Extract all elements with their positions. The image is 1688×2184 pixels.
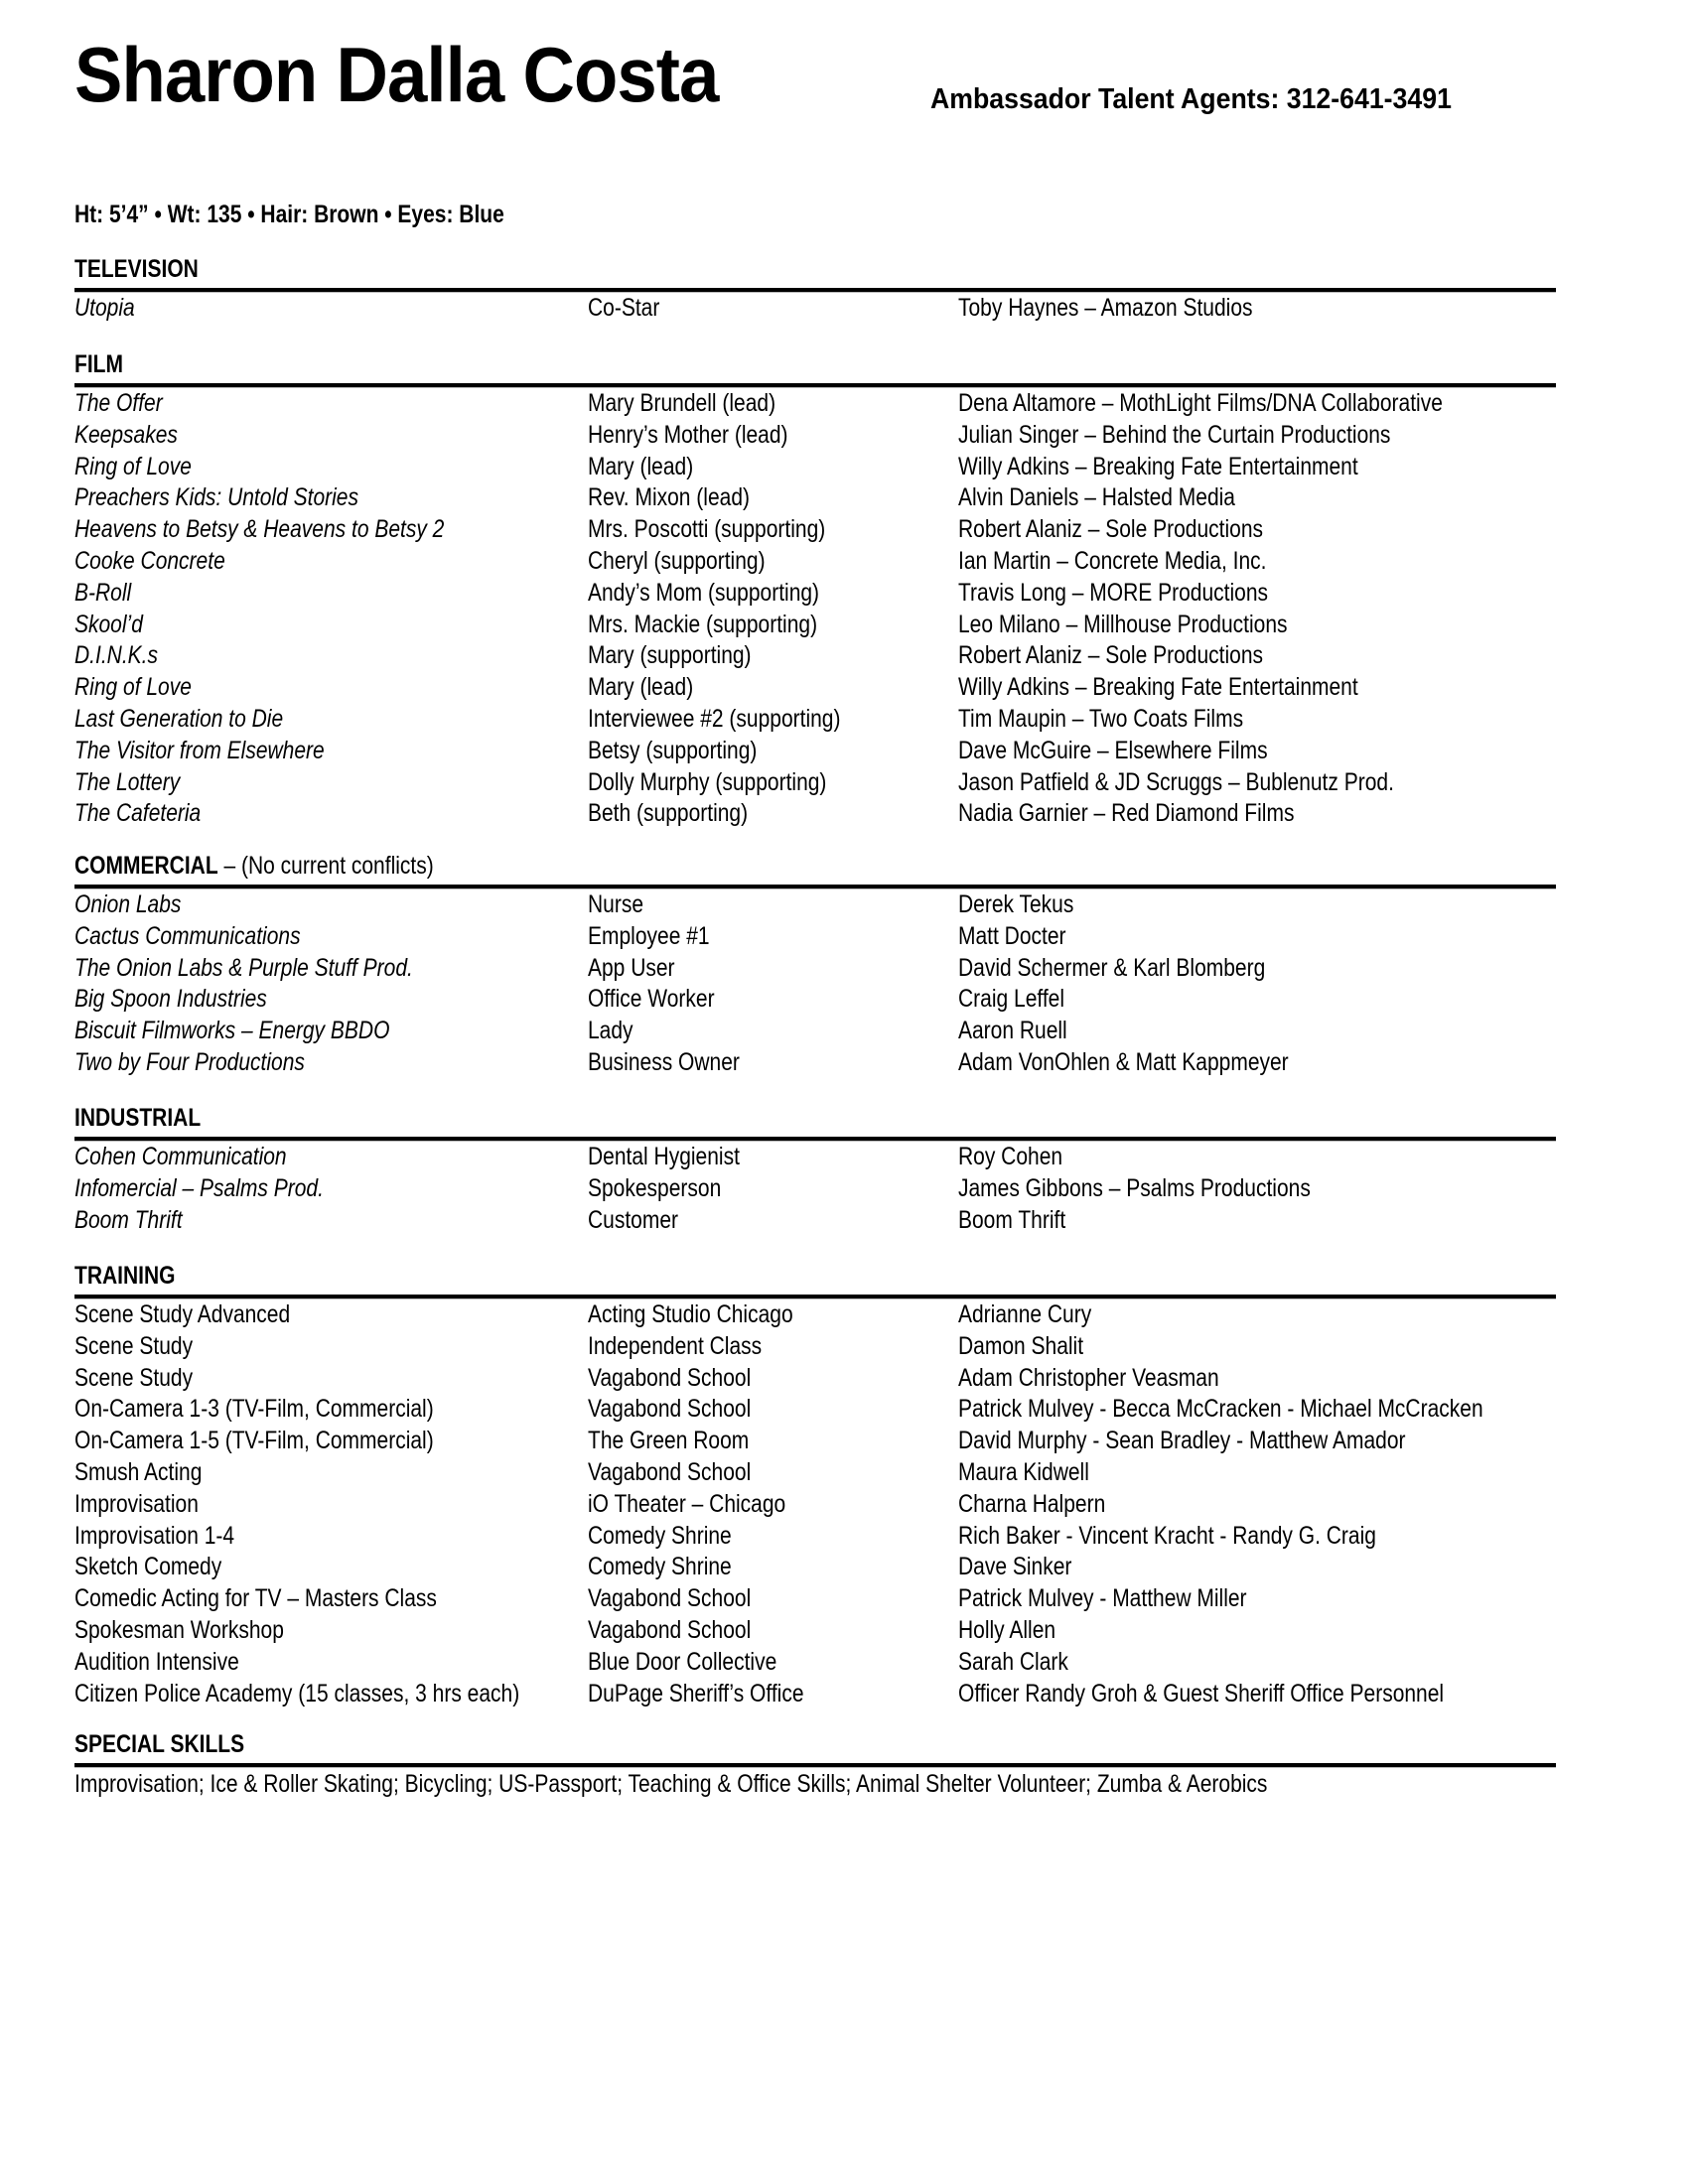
credit-role: Co-Star: [588, 294, 660, 322]
credit-director: Charna Halpern: [958, 1489, 1106, 1518]
table-row: [74, 1394, 1556, 1426]
credit-director: David Murphy - Sean Bradley - Matthew Amador: [958, 1427, 1406, 1455]
section-industrial: [74, 1101, 1556, 1236]
credit-role: The Green Room: [588, 1427, 750, 1455]
credit-director: Julian Singer – Behind the Curtain Productions: [958, 420, 1391, 449]
credit-title: Cooke Concrete: [74, 546, 225, 575]
credit-title: B-Roll: [74, 578, 132, 607]
table-row: [74, 1489, 1556, 1521]
credit-director: Rich Baker - Vincent Kracht - Randy G. Craig: [958, 1521, 1376, 1550]
credit-title: Comedic Acting for TV – Masters Class: [74, 1584, 437, 1613]
credit-director: Patrick Mulvey - Becca McCracken - Michael McCracken: [958, 1395, 1483, 1424]
section-title: FILM: [74, 350, 123, 378]
credit-role: Blue Door Collective: [588, 1647, 777, 1676]
credit-title: Sketch Comedy: [74, 1553, 222, 1581]
credit-title: The Cafeteria: [74, 799, 202, 828]
credit-title: Audition Intensive: [74, 1647, 239, 1676]
credit-title: Preachers Kids: Untold Stories: [74, 483, 358, 512]
credit-role: Betsy (supporting): [588, 736, 758, 764]
table-row: [74, 514, 1556, 546]
table-row: [74, 482, 1556, 514]
table-row: [74, 672, 1556, 704]
credit-role: Henry’s Mother (lead): [588, 420, 788, 449]
table-row: [74, 1521, 1556, 1553]
table-row: [74, 1679, 1556, 1710]
section-title: [74, 849, 1319, 883]
credit-title: Biscuit Filmworks – Energy BBDO: [74, 1017, 390, 1045]
credit-director: Officer Randy Groh & Guest Sheriff Office Personnel: [958, 1679, 1445, 1707]
table-row: [74, 293, 1556, 325]
table-rows: [74, 889, 1556, 1079]
credit-director: Matt Docter: [958, 921, 1066, 950]
credit-director: Robert Alaniz – Sole Productions: [958, 515, 1264, 544]
credit-director: Aaron Ruell: [958, 1017, 1067, 1045]
table-row: [74, 546, 1556, 578]
credit-title: Ring of Love: [74, 673, 192, 702]
credit-role: Cheryl (supporting): [588, 546, 766, 575]
section-special-skills: [74, 1727, 1556, 1800]
section-title-text: COMMERCIAL: [74, 852, 218, 880]
section-title: SPECIAL SKILLS: [74, 1730, 245, 1758]
credit-director: Sarah Clark: [958, 1647, 1068, 1676]
credit-title: On-Camera 1-3 (TV-Film, Commercial): [74, 1395, 434, 1424]
credit-director: Derek Tekus: [958, 890, 1074, 918]
credit-role: DuPage Sheriff’s Office: [588, 1679, 804, 1707]
credit-role: Vagabond School: [588, 1395, 752, 1424]
credit-director: Damon Shalit: [958, 1331, 1084, 1360]
table-row: [74, 767, 1556, 799]
credit-role: Dolly Murphy (supporting): [588, 767, 827, 796]
skills-text: Improvisation; Ice & Roller Skating; Bicycling; US-Passport; Teaching & Office Skills; Animal Shelter Volunteer; Zumba & Aerobics: [74, 1770, 1268, 1798]
credit-title: On-Camera 1-5 (TV-Film, Commercial): [74, 1427, 434, 1455]
credit-director: Adam Christopher Veasman: [958, 1363, 1219, 1392]
credit-role: Employee #1: [588, 921, 710, 950]
table-row: [74, 1299, 1556, 1331]
credit-title: Ring of Love: [74, 452, 192, 480]
section-title: TRAINING: [74, 1262, 176, 1290]
table-row: [74, 921, 1556, 953]
credit-role: Vagabond School: [588, 1584, 752, 1613]
credit-role: Lady: [588, 1017, 633, 1045]
credit-title: Scene Study: [74, 1363, 194, 1392]
table-row: [74, 1016, 1556, 1047]
credit-role: Vagabond School: [588, 1457, 752, 1486]
table-row: [74, 1363, 1556, 1395]
credit-role: Beth (supporting): [588, 799, 749, 828]
credit-title: Keepsakes: [74, 420, 178, 449]
credit-director: Boom Thrift: [958, 1205, 1066, 1234]
credit-title: The Visitor from Elsewhere: [74, 736, 325, 764]
credit-role: Interviewee #2 (supporting): [588, 704, 841, 733]
credit-title: Last Generation to Die: [74, 704, 284, 733]
section-television: [74, 252, 1556, 325]
credit-director: Maura Kidwell: [958, 1457, 1089, 1486]
credit-title: Citizen Police Academy (15 classes, 3 hrs each): [74, 1679, 520, 1707]
credit-role: Vagabond School: [588, 1363, 752, 1392]
credit-title: Scene Study Advanced: [74, 1300, 291, 1328]
table-row: [74, 984, 1556, 1016]
table-row: [74, 1457, 1556, 1489]
table-rows: [74, 293, 1556, 325]
credit-role: Mary Brundell (lead): [588, 389, 776, 417]
credit-title: Utopia: [74, 294, 135, 322]
credit-director: Roy Cohen: [958, 1143, 1063, 1170]
credit-title: Two by Four Productions: [74, 1047, 305, 1076]
table-row: [74, 578, 1556, 610]
credit-title: Big Spoon Industries: [74, 985, 267, 1014]
credit-role: Mrs. Poscotti (supporting): [588, 515, 826, 544]
credit-director: David Schermer & Karl Blomberg: [958, 953, 1266, 982]
credit-director: Craig Leffel: [958, 985, 1065, 1014]
credit-role: Andy’s Mom (supporting): [588, 578, 820, 607]
credit-title: Infomercial – Psalms Prod.: [74, 1173, 324, 1202]
credit-title: Onion Labs: [74, 890, 182, 918]
credit-title: Skool’d: [74, 610, 143, 638]
credit-role: App User: [588, 953, 675, 982]
credit-title: The Onion Labs & Purple Stuff Prod.: [74, 953, 413, 982]
credit-director: Dave McGuire – Elsewhere Films: [958, 736, 1268, 764]
credit-director: Tim Maupin – Two Coats Films: [958, 704, 1244, 733]
credit-role: Mary (lead): [588, 452, 694, 480]
credit-title: The Lottery: [74, 767, 181, 796]
physical-stats: Ht: 5’4” • Wt: 135 • Hair: Brown • Eyes: Blue: [74, 201, 504, 228]
credit-director: Toby Haynes – Amazon Studios: [958, 294, 1253, 322]
table-row: [74, 1047, 1556, 1079]
credit-title: Spokesman Workshop: [74, 1615, 284, 1644]
credit-title: D.I.N.K.s: [74, 641, 159, 670]
table-rows: [74, 388, 1556, 830]
table-row: [74, 1205, 1556, 1237]
credit-director: Travis Long – MORE Productions: [958, 578, 1269, 607]
credit-role: Mary (supporting): [588, 641, 752, 670]
credit-role: Spokesperson: [588, 1173, 722, 1202]
credit-role: Mrs. Mackie (supporting): [588, 610, 818, 638]
credit-director: Adam VonOhlen & Matt Kappmeyer: [958, 1047, 1289, 1076]
credit-role: Rev. Mixon (lead): [588, 483, 750, 512]
table-row: [74, 1142, 1556, 1173]
credit-director: Robert Alaniz – Sole Productions: [958, 641, 1264, 670]
section-title: TELEVISION: [74, 255, 199, 283]
credit-director: Alvin Daniels – Halsted Media: [958, 483, 1235, 512]
actor-name: Sharon Dalla Costa: [74, 31, 719, 118]
section-commercial: [74, 849, 1556, 1079]
agent-contact: Ambassador Talent Agents: 312-641-3491: [930, 83, 1452, 115]
credit-role: Dental Hygienist: [588, 1143, 740, 1170]
credit-role: Nurse: [588, 890, 644, 918]
table-row: [74, 1331, 1556, 1363]
table-rows: [74, 1142, 1556, 1236]
credit-role: Acting Studio Chicago: [588, 1300, 793, 1328]
credit-director: Willy Adkins – Breaking Fate Entertainment: [958, 452, 1358, 480]
table-row: [74, 889, 1556, 921]
credit-role: iO Theater – Chicago: [588, 1489, 786, 1518]
credit-director: Willy Adkins – Breaking Fate Entertainment: [958, 673, 1358, 702]
table-row: [74, 452, 1556, 483]
section-training: [74, 1259, 1556, 1709]
credit-title: The Offer: [74, 389, 163, 417]
credit-director: Holly Allen: [958, 1615, 1056, 1644]
credit-role: Independent Class: [588, 1331, 763, 1360]
credit-director: Patrick Mulvey - Matthew Miller: [958, 1584, 1247, 1613]
credit-role: Business Owner: [588, 1047, 740, 1076]
table-row: [74, 610, 1556, 641]
table-row: [74, 736, 1556, 767]
table-row: [74, 640, 1556, 672]
table-row: [74, 1647, 1556, 1679]
credit-director: Dena Altamore – MothLight Films/DNA Collaborative: [958, 389, 1443, 417]
credit-title: Cactus Communications: [74, 921, 301, 950]
credit-title: Cohen Communication: [74, 1143, 287, 1170]
conflict-note: – (No current conflicts): [217, 852, 434, 880]
table-row: [74, 388, 1556, 420]
credit-title: Heavens to Betsy & Heavens to Betsy 2: [74, 515, 445, 544]
credit-title: Improvisation 1-4: [74, 1521, 235, 1550]
table-row: [74, 704, 1556, 736]
credit-director: Nadia Garnier – Red Diamond Films: [958, 799, 1295, 828]
credit-role: Office Worker: [588, 985, 715, 1014]
credit-director: Dave Sinker: [958, 1553, 1072, 1581]
credit-role: Comedy Shrine: [588, 1553, 732, 1581]
table-row: [74, 1583, 1556, 1615]
table-row: [74, 798, 1556, 830]
credit-director: Leo Milano – Millhouse Productions: [958, 610, 1288, 638]
credit-director: Ian Martin – Concrete Media, Inc.: [958, 546, 1267, 575]
credit-director: Jason Patfield & JD Scruggs – Bublenutz Prod.: [958, 767, 1394, 796]
credit-title: Smush Acting: [74, 1457, 203, 1486]
credit-director: Adrianne Cury: [958, 1300, 1092, 1328]
table-row: [74, 1552, 1556, 1583]
credit-role: Customer: [588, 1205, 679, 1234]
section-title: INDUSTRIAL: [74, 1104, 202, 1132]
credit-role: Comedy Shrine: [588, 1521, 732, 1550]
table-row: [74, 420, 1556, 452]
table-row: [74, 953, 1556, 985]
credit-title: Scene Study: [74, 1331, 194, 1360]
credit-director: James Gibbons – Psalms Productions: [958, 1173, 1311, 1202]
credit-title: Improvisation: [74, 1489, 199, 1518]
table-row: [74, 1173, 1556, 1205]
table-row: [74, 1426, 1556, 1457]
table-rows: [74, 1299, 1556, 1709]
section-film: [74, 347, 1556, 830]
credit-title: Boom Thrift: [74, 1205, 183, 1234]
table-row: [74, 1615, 1556, 1647]
credit-role: Mary (lead): [588, 673, 694, 702]
credit-role: Vagabond School: [588, 1615, 752, 1644]
